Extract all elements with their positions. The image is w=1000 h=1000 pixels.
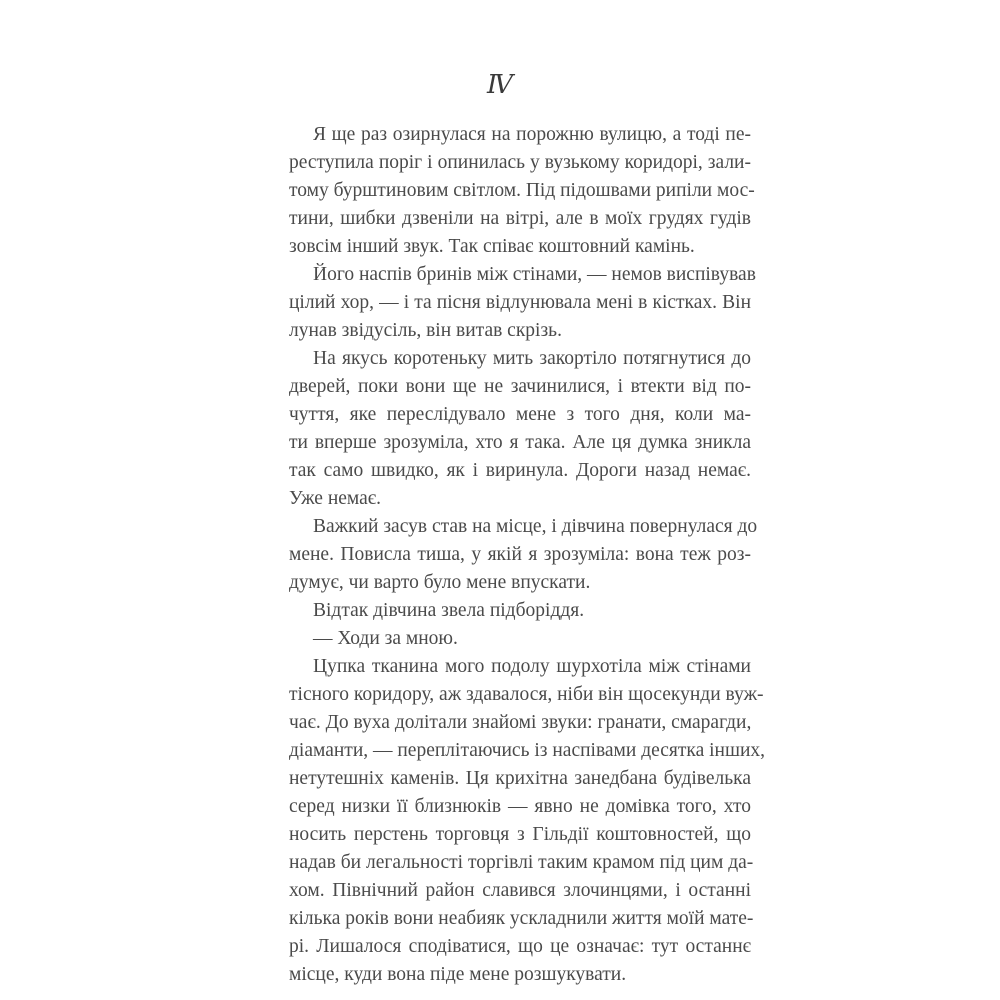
chapter-number: Ⅳ	[487, 70, 513, 100]
text-line: надав би легальності торгівлі таким крамом під цим да-	[289, 852, 754, 873]
text-line: місце, куди вона піде мене розшукувати.	[289, 964, 627, 985]
text-line: рі. Лишалося сподіватися, що це означає: тут останнє	[289, 936, 751, 957]
text-line: ти вперше зрозуміла, хто я така. Але ця думка зникла	[289, 432, 751, 453]
text-line: діаманти, — переплітаючись із наспівами десятка інших,	[289, 740, 766, 761]
text-line: На якусь коротеньку мить закортіло потягнутися до	[313, 348, 751, 369]
text-line: лунав звідусіль, він витав скрізь.	[289, 320, 562, 341]
text-line: серед низки її близнюків — явно не домівка того, хто	[289, 796, 751, 817]
text-line: чає. До вуха долітали знайомі звуки: гранати, смарагди,	[289, 712, 752, 733]
text-line: тини, шибки дзвеніли на вітрі, але в моїх грудях гудів	[289, 208, 751, 229]
text-line: кілька років вони неабияк ускладнили життя моїй мате-	[289, 908, 754, 929]
text-line: нетутешніх каменів. Ця крихітна занедбана будівелька	[289, 768, 751, 789]
text-line: чуття, яке переслідувало мене з того дня, коли ма-	[289, 404, 751, 425]
text-line: цілий хор, — і та пісня відлунювала мені в кістках. Він	[289, 292, 751, 313]
text-line: хом. Північний район славився злочинцями, і останні	[289, 880, 751, 901]
text-line: мене. Повисла тиша, у якій я зрозуміла: вона теж роз-	[289, 544, 751, 565]
text-line: носить перстень торговця з Гільдії коштовностей, що	[289, 824, 751, 845]
text-line: Важкий засув став на місце, і дівчина повернулася до	[313, 516, 758, 537]
text-line: — Ходи за мною.	[313, 628, 458, 649]
text-line: тісного коридору, аж здавалося, ніби він щосекунди вуж-	[289, 684, 764, 705]
text-line: Уже немає.	[289, 488, 382, 509]
body-text	[289, 121, 766, 989]
text-line: Цупка тканина мого подолу шурхотіла між стінами	[313, 656, 751, 677]
text-line: думує, чи варто було мене впускати.	[289, 572, 591, 593]
text-line: Я ще раз озирнулася на порожню вулицю, а тоді пе-	[313, 124, 751, 145]
text-line: Відтак дівчина звела підборіддя.	[313, 600, 585, 621]
text-line: тому бурштиновим світлом. Під підошвами рипіли мос-	[289, 180, 755, 201]
text-line: реступила поріг і опинилась у вузькому коридорі, зали-	[289, 152, 751, 173]
text-line: дверей, поки вони ще не зачинилися, і втекти від по-	[289, 376, 751, 397]
text-line: зовсім інший звук. Так співає коштовний камінь.	[289, 236, 695, 257]
text-line: Його наспів бринів між стінами, — немов виспівував	[313, 264, 756, 285]
text-line: так само швидко, як і виринула. Дороги назад немає.	[289, 460, 751, 481]
